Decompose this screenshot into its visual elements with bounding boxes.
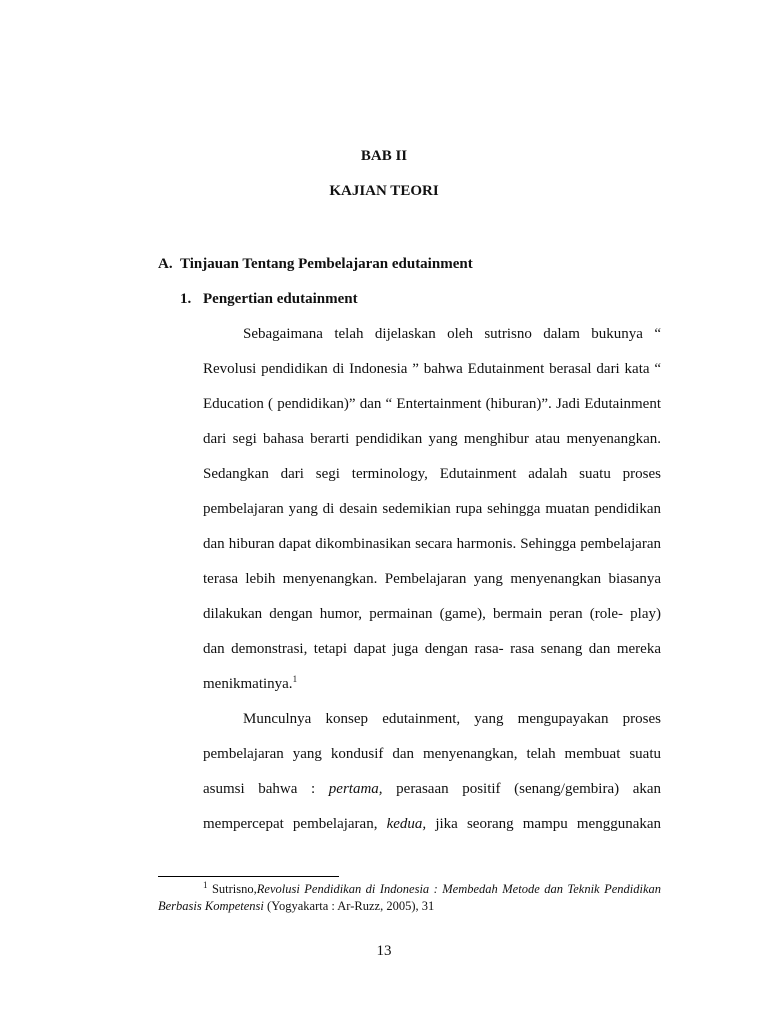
paragraph-1-line: terasa lebih menyenangkan. Pembelajaran yang menyenangkan biasanya [203, 571, 661, 587]
subsection-title: Pengertian edutainment [203, 291, 358, 307]
paragraph-1-text: menikmatinya. [203, 676, 293, 692]
footnote-number: 1 [203, 879, 208, 890]
paragraph-2-text: asumsi bahwa : [203, 781, 316, 797]
paragraph-2-text: jika seorang mampu menggunakan [435, 816, 662, 832]
page-number: 13 [376, 943, 392, 959]
footnote-title: Berbasis Kompetensi [158, 899, 264, 913]
paragraph-1-line: dan hiburan dapat dikombinasikan secara harmonis. Sehingga pembelajaran [203, 536, 661, 552]
footnote-line [158, 899, 434, 914]
paragraph-1-line: Revolusi pendidikan di Indonesia ” bahwa Edutainment berasal dari kata “ [203, 361, 661, 377]
footnote-author: Sutrisno, [211, 882, 257, 896]
paragraph-1-line: pembelajaran yang di desain sedemikian rupa sehingga muatan pendidikan [203, 501, 661, 517]
footnote-line [158, 879, 661, 897]
paragraph-1-line: Education ( pendidikan)” dan “ Entertainment (hiburan)”. Jadi Edutainment [203, 396, 661, 412]
section-label: A. [158, 256, 173, 272]
paragraph-1-line: Sebagaimana telah dijelaskan oleh sutrisno dalam bukunya “ [243, 326, 661, 342]
footnote-citation: (Yogyakarta : Ar-Ruzz, 2005), 31 [263, 899, 435, 913]
paragraph-1-last-line [203, 676, 661, 693]
paragraph-1-line: dan demonstrasi, tetapi dapat juga dengan rasa- rasa senang dan mereka [203, 641, 661, 657]
paragraph-1-line: Sedangkan dari segi terminology, Edutainment adalah suatu proses [203, 466, 661, 482]
paragraph-2-line: pembelajaran yang kondusif dan menyenangkan, telah membuat suatu [203, 746, 661, 762]
paragraph-2-text: mempercepat pembelajaran, [203, 816, 378, 832]
subsection-label: 1. [180, 291, 192, 307]
footnote-reference[interactable]: 1 [292, 674, 298, 684]
footnote-separator [158, 876, 339, 877]
section-title: Tinjauan Tentang Pembelajaran edutainment [180, 256, 473, 272]
chapter-title: KAJIAN TEORI [329, 183, 439, 199]
chapter-heading: BAB II [360, 148, 408, 164]
paragraph-2-line: Munculnya konsep edutainment, yang mengupayakan proses [243, 711, 661, 727]
paragraph-2-line [203, 816, 661, 833]
paragraph-2-text: perasaan positif (senang/gembira) akan [396, 781, 662, 797]
paragraph-2-emphasis: pertama, [328, 781, 383, 797]
paragraph-2-emphasis: kedua, [386, 816, 427, 832]
footnote-title: Revolusi Pendidikan di Indonesia : Membedah Metode dan Teknik Pendidikan [256, 882, 661, 896]
paragraph-2-line [203, 781, 661, 798]
paragraph-1-line: dari segi bahasa berarti pendidikan yang menghibur atau menyenangkan. [203, 431, 661, 447]
paragraph-1-line: dilakukan dengan humor, permainan (game), bermain peran (role- play) [203, 606, 661, 622]
